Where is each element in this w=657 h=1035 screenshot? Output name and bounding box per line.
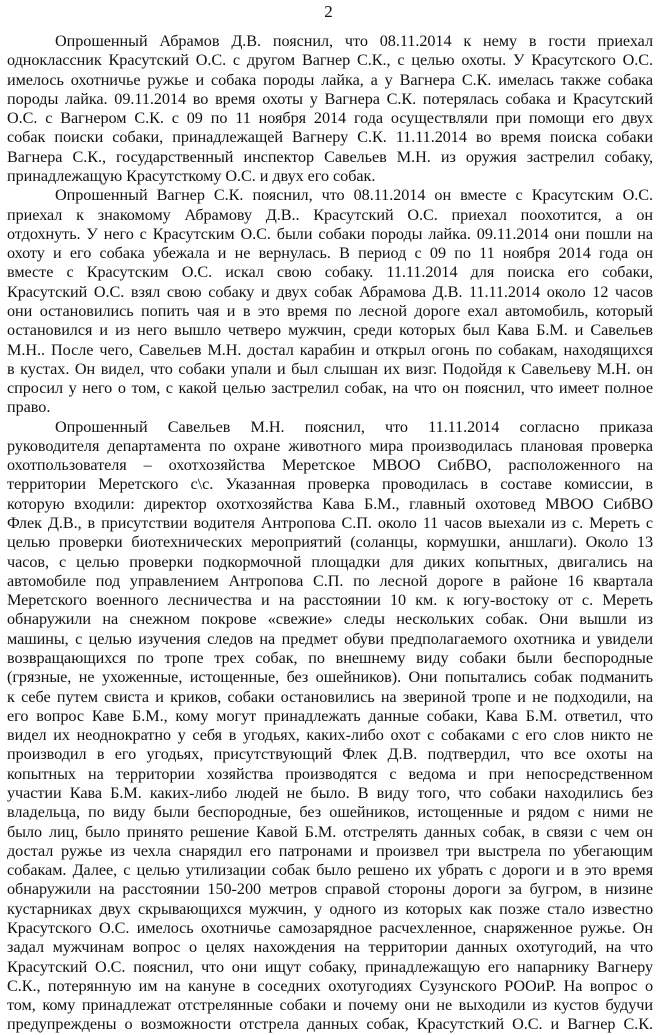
- paragraph-savelyev-statement: [7, 418, 653, 1035]
- text-line: обнаружили на расстоянии 150-200 метров справой стороны дороги за бугром, в низине: [7, 880, 653, 899]
- text-line: владельца, по виду были беспородные, без ошейников, истощенные и рядом с ними не: [7, 803, 653, 822]
- text-line: Флек Д.В., в присутствии водителя Антропова С.П. около 11 часов выехали из с. Мереть с: [7, 514, 653, 533]
- text-line: достал ружье из чехла снарядил его патронами и произвел три выстрела по убегающим: [7, 841, 653, 860]
- text-line: территории Меретского с\с. Указанная проверка проводилась в составе комиссии, в: [7, 475, 653, 494]
- text-line: которую входили: директор охотхозяйства Кава Б.М., главный охотовед МВОО СибВО: [7, 494, 653, 513]
- text-line: видел их неоднократно у себя в угодьях, каких-либо охот с собаками с его слов никто не: [7, 726, 653, 745]
- text-line: М.Н.. После чего, Савельев М.Н. достал карабин и открыл огонь по собакам, находящихся: [7, 340, 653, 359]
- text-line: часов, с целью проверки подкормочной площадки для диких копытных, двигались на: [7, 552, 653, 571]
- text-line: кустарниках двух скрывающихся мужчин, у одного из которых как позже стало известно: [7, 899, 653, 918]
- text-line: руководителя департамента по охране животного мира производилась плановая проверка: [7, 436, 653, 455]
- text-line: задал мужчинам вопрос о целях нахождения на территории данных охотугодий, на что: [7, 938, 653, 957]
- text-line: было лиц, было принято решение Кавой Б.М. отстрелять данных собак, в связи с чем он: [7, 822, 653, 841]
- text-line: его вопрос Каве Б.М., кому могут принадлежать данные собаки, Кава Б.М. ответил, что: [7, 706, 653, 725]
- text-line: копытных на территории хозяйства производятся с ведома и при непосредственном: [7, 764, 653, 783]
- text-line: том, кому принадлежат отстрелянные собаки и почему они не выходили из кустов будучи: [7, 996, 653, 1015]
- text-line: охотпользователя – охотхозяйства Меретское МВОО СибВО, расположенного на: [7, 456, 653, 475]
- paragraph-wagner-statement: [7, 186, 653, 417]
- text-line: остановился и из него вышло четверо мужчин, среди которых был Кава Б.М. и Савельев: [7, 321, 653, 340]
- text-line: Опрошенный Вагнер С.К. пояснил, что 08.11.2014 он вместе с Красутским О.С.: [55, 186, 653, 205]
- text-line: участии Кава Б.М. каких-либо людей не было. В виду того, что собаки находились без: [7, 783, 653, 802]
- text-line: Вагнера С.К., государственный инспектор Савельев М.Н. из оружия застрелил собаку,: [7, 147, 653, 166]
- text-line: Опрошенный Савельев М.Н. пояснил, что 11.11.2014 согласно приказа: [55, 417, 653, 436]
- text-line: (грязные, не ухоженные, истощенные, без ошейников). Они попытались собак подманить: [7, 668, 653, 687]
- text-line: О.С. с Вагнером С.К. с 09 по 11 ноября 2014 года осуществляли при помощи его двух: [7, 109, 653, 128]
- text-line: породы лайка. 09.11.2014 во время охоты у Вагнера С.К. потерялась собака и Красутский: [7, 89, 653, 108]
- text-line: принадлежащую Красутсткому О.С. и двух его собак.: [7, 166, 376, 185]
- text-line: Красутский О.С. пояснил, что они ищут собаку, принадлежащую его напарнику Вагнеру: [7, 957, 653, 976]
- text-line: целью проверки биотехнических мероприятий (соланцы, кормушки, аншлаги). Около 13: [7, 533, 653, 552]
- text-line: имелось охотничье ружье и собака породы лайка, а у Вагнера С.К. имелась также собака: [7, 70, 653, 89]
- text-line: они остановились попить чая и в это время по лесной дороге ехал автомобиль, который: [7, 301, 653, 320]
- text-line: собакам. Далее, с целью утилизации собак было решено их убрать с дороги и в это время: [7, 861, 653, 880]
- text-line: производил в его угодьях, присутствующий Флек Д.В. подтвердил, что все охоты на: [7, 745, 653, 764]
- text-line: возвращающихся по тропе трех собак, по внешнему виду собаки были беспородные: [7, 649, 653, 667]
- paragraph-abramov-statement: [7, 32, 653, 186]
- text-line: предупреждены о возможности отстрела данных собак, Красутсткий О.С. и Вагнер С.К.: [7, 1015, 653, 1034]
- text-line: приехал к знакомому Абрамову Д.В.. Красутский О.С. приехал поохотится, а он: [7, 205, 653, 224]
- document-body: [7, 32, 653, 1035]
- text-line: автомобиле под управлением Антропова С.П. по лесной дороге в районе 16 квартала: [7, 571, 653, 590]
- text-line: спросил у него о том, с какой целью застрелил собак, на что он пояснил, что имеет полное: [7, 379, 653, 398]
- text-line: Красутского О.С. имелось охотничье самозарядное расчехленное, снаряженное ружье. Он: [7, 918, 653, 937]
- text-line: собак поиски собаки, принадлежащей Вагнеру С.К. 11.11.2014 во время поиска собаки: [7, 128, 653, 147]
- text-line: Опрошенный Абрамов Д.В. пояснил, что 08.11.2014 к нему в гости приехал: [55, 32, 653, 50]
- text-line: отдохнуть. У него с Красутским О.С. были собаки породы лайка. 09.11.2014 они пошли на: [7, 224, 653, 243]
- text-line: Меретского военного лесничества и на расстоянии 10 км. к югу-востоку от с. Мереть: [7, 591, 653, 610]
- page-number: 2: [324, 2, 333, 21]
- text-line: охоту и его собака убежала и не вернулась. В период с 09 по 11 ноября 2014 года он: [7, 244, 653, 263]
- text-line: одноклассник Красутский О.С. с другом Вагнер С.К., с целью охоты. У Красутского О.С.: [7, 51, 653, 70]
- text-line: С.К., потерянную им на кануне в соседних охотугодиях Сузунского РООиР. На вопрос о: [7, 976, 653, 995]
- text-line: к себе путем свиста и криков, собаки остановились на звериной тропе и не подходили, на: [7, 687, 653, 706]
- text-line: право.: [7, 398, 51, 417]
- text-line: вместе с Красутским О.С. искал свою собаку. 11.11.2014 для поиска его собаки,: [7, 263, 653, 282]
- text-line: в кустах. Он видел, что собаки упали и был слышан их визг. Подойдя к Савельеву М.Н. он: [7, 359, 653, 378]
- text-line: обнаружили на снежном покрове «свежие» следы нескольких собак. Они вышли из: [7, 610, 653, 629]
- text-line: машины, с целью изучения следов на предмет обуви предполагаемого охотника и увидели: [7, 629, 653, 648]
- text-line: Красутский О.С. взял свою собаку и двух собак Абрамова Д.В. 11.11.2014 около 12 часов: [7, 282, 653, 301]
